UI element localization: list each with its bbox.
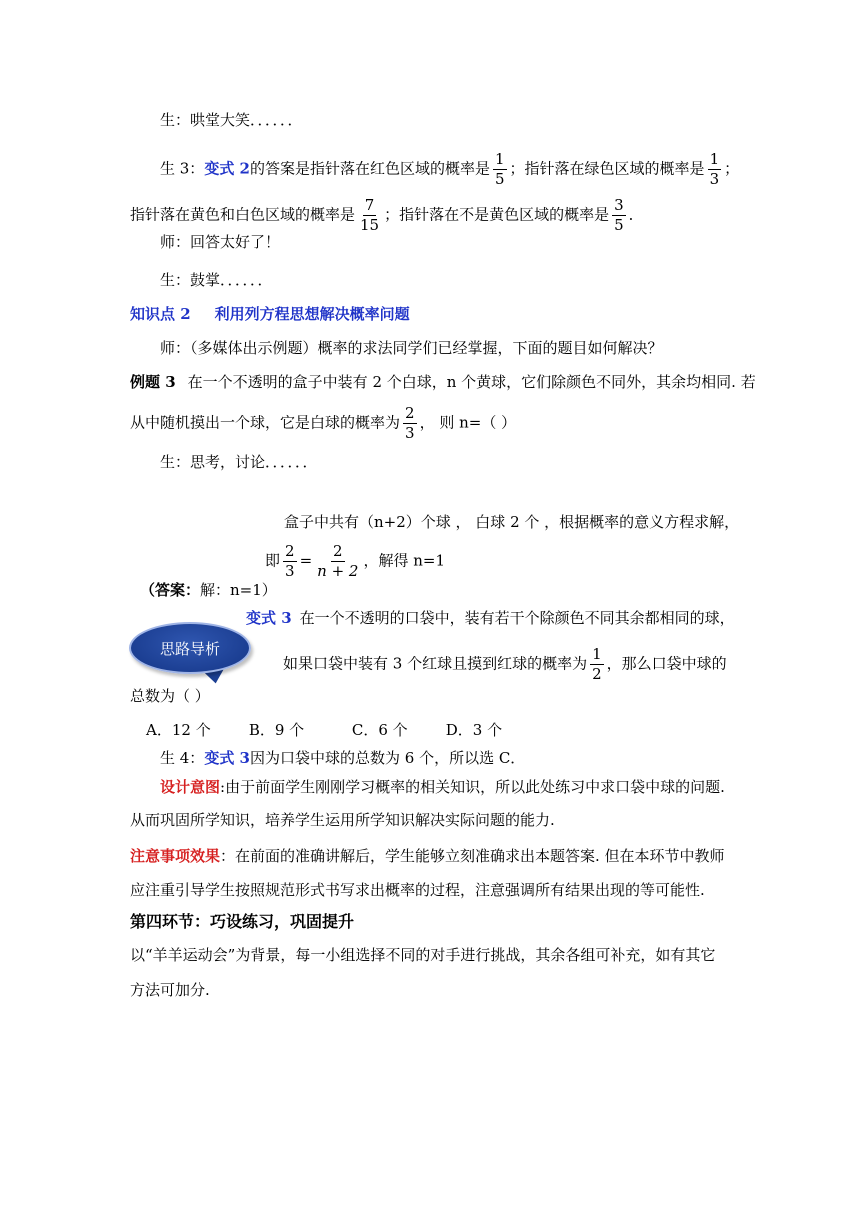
variant3-ref: 变式 3	[204, 749, 250, 767]
line-applause: 生：鼓掌．．．．．．	[160, 271, 273, 289]
student4-text: 因为口袋中球的总数为 6 个，所以选 C．	[249, 749, 526, 767]
notes-line2: 应注重引导学生按照规范形式书写求出概率的过程，注意强调所有结果出现的等可能性.	[130, 881, 705, 899]
example3-line2	[130, 404, 516, 443]
line-student3	[160, 150, 739, 189]
line-think-discuss: 生：思考，讨论．．．．．．	[160, 453, 318, 471]
variant3-text: 在一个不透明的口袋中，装有若干个除颜色不同其余都相同的球，	[299, 609, 735, 627]
line-teacher-praise: 师：回答太好了！	[160, 233, 281, 251]
student4-label: 生 4：	[160, 749, 205, 767]
design-intent-text: :由于前面学生刚刚学习概率的相关知识，所以此处练习中求口袋中球的问题.	[220, 778, 725, 796]
line-laugh: 生：哄堂大笑．．．．．．	[160, 111, 303, 129]
fraction-red: $\frac{1}{5}$	[495, 150, 505, 188]
variant2-label: 变式 2	[204, 159, 250, 178]
fraction-eq-right: $\frac{2}{n + 2}$	[317, 542, 359, 580]
answer-label: （答案：	[140, 581, 201, 599]
not-yellow-text: ；指针落在不是黄色区域的概率是	[384, 205, 610, 224]
fraction-red-half: $\frac{1}{2}$	[592, 645, 602, 683]
variant3-line1	[246, 608, 735, 628]
design-intent-line2: 从而巩固所学知识，培养学生运用所学知识解决实际问题的能力.	[130, 811, 555, 829]
answer-line	[140, 580, 277, 600]
notes-label: 注意事项效果	[130, 847, 221, 865]
analysis-line1: 盒子中共有（n+2）个球 ， 白球 2 个 ，根据概率的意义方程求解，	[284, 513, 740, 531]
fraction-green: $\frac{1}{3}$	[709, 150, 720, 188]
section4-heading: 第四环节：巧设练习，巩固提升	[130, 912, 355, 931]
example3-label: 例题 3	[130, 373, 176, 391]
variant3-line2	[283, 645, 727, 684]
section4-para-line1: 以“羊羊运动会”为背景，每一小组选择不同的对手进行挑战，其余各组可补充，如有其它	[130, 946, 716, 964]
design-intent-line1	[160, 777, 725, 797]
variant3-text-2: 如果口袋中装有 3 个红球且摸到红球的概率为	[283, 654, 588, 673]
bubble-label: 思路导析	[159, 639, 220, 658]
student4-line	[160, 748, 525, 768]
student3-text-2: ；指针落在绿色区域的概率是	[509, 159, 705, 178]
fraction-yellow-white: $\frac{7}{15}$	[360, 196, 380, 234]
answer-options: A．12 个 B．9 个 C．6 个 D．3 个	[146, 721, 503, 739]
student3-label: 生 3：	[160, 159, 205, 178]
analysis-result: ，解得 n=1	[363, 551, 445, 570]
knowledge-point-label: 知识点 2	[130, 305, 191, 323]
example3-text-2: 从中随机摸出一个球，它是白球的概率为	[130, 413, 401, 432]
example3-text: 在一个不透明的盒子中装有 2 个白球，n 个黄球，它们除颜色不同外，其余均相同. 若	[187, 373, 756, 391]
thinking-guide-bubble	[129, 622, 251, 674]
notes-line1	[130, 846, 725, 866]
fraction-eq-left: $\frac{2}{3}$	[285, 542, 295, 580]
line-yellow-white	[130, 196, 644, 235]
equals-sign: =	[299, 551, 313, 570]
fraction-not-yellow: $\frac{3}{5}$	[614, 196, 624, 234]
design-intent-label: 设计意图	[160, 778, 221, 796]
semicolon: ；	[724, 159, 740, 178]
knowledge-point-2	[130, 304, 410, 324]
example3-blank: ， 则 n=（ ）	[419, 413, 517, 432]
example3-line1	[130, 372, 756, 392]
variant3-text-3: ，那么口袋中球的	[606, 654, 727, 673]
analysis-prefix: 即	[265, 551, 281, 570]
variant3-line3: 总数为（ ）	[130, 687, 210, 705]
yellow-white-text: 指针落在黄色和白色区域的概率是	[130, 205, 356, 224]
fraction-white: $\frac{2}{3}$	[405, 404, 415, 442]
answer-text: 解：n=1）	[200, 581, 277, 599]
period: ．	[628, 205, 644, 224]
variant3-label: 变式 3	[246, 609, 292, 627]
student3-text: 的答案是指针落在红色区域的概率是	[249, 159, 490, 178]
knowledge-point-title: 利用列方程思想解决概率问题	[214, 305, 410, 323]
line-teacher-question: 师：（多媒体出示例题）概率的求法同学们已经掌握，下面的题目如何解决？	[160, 339, 663, 357]
analysis-line2	[265, 542, 445, 581]
notes-text: ：在前面的准确讲解后，学生能够立刻准确求出本题答案. 但在本环节中教师	[220, 847, 725, 865]
section4-para-line2: 方法可加分.	[130, 981, 210, 999]
